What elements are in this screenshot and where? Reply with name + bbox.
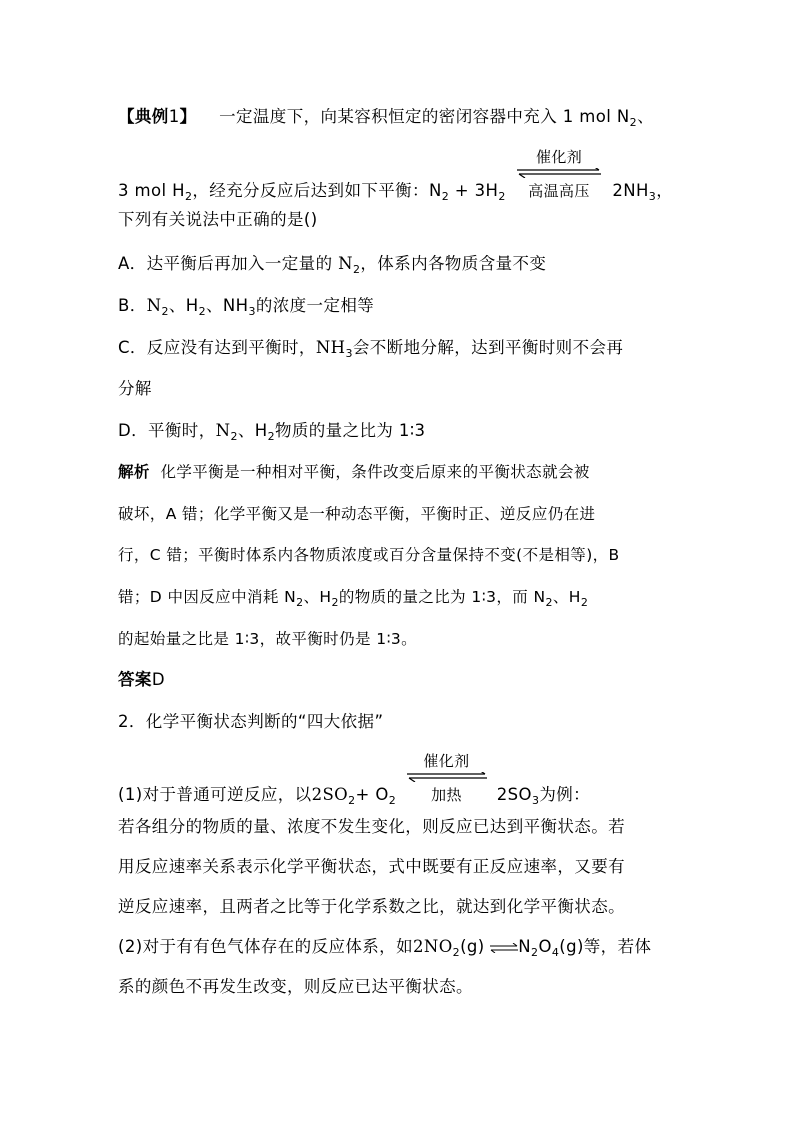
example-qty-n2: 1 mol N: [562, 107, 630, 126]
section-2-para-2: [118, 936, 651, 958]
option-d-rest: 物质的量之比为 1∶3: [274, 421, 426, 440]
answer-value: D: [151, 670, 165, 689]
option-c-rest: 会不断地分解，达到平衡时则不会再: [352, 338, 624, 357]
para-2-text: (2)对于有有色气体存在的反应体系，如: [118, 937, 413, 956]
option-a-text: A．达平衡后再加入一定量的: [118, 254, 333, 273]
subscript: 3: [345, 347, 353, 360]
subscript: 2: [198, 305, 206, 318]
analysis-line-2: 破坏，A 错；化学平衡又是一种动态平衡，平衡时正、逆反应仍在进: [118, 505, 596, 523]
option-b: [118, 295, 374, 317]
formula: 、H: [237, 421, 268, 440]
subscript: 2: [441, 190, 450, 203]
subscript: 2: [545, 596, 553, 609]
example-qty-h2: 3 mol H: [118, 181, 185, 200]
formula: 、H: [168, 296, 199, 315]
analysis-text-1: 化学平衡是一种相对平衡，条件改变后原来的平衡状态就会被: [160, 463, 590, 481]
equilibrium-arrow-icon: [407, 772, 487, 782]
analysis-line-1: [118, 461, 590, 483]
example-label: 【典例: [118, 107, 169, 126]
subscript: 2: [230, 430, 238, 443]
formula: + O: [355, 785, 389, 804]
option-a: [118, 253, 546, 275]
analysis-line-3: 行，C 错；平衡时体系内各物质浓度或百分含量保持不变(不是相等)，B: [118, 546, 620, 564]
subscript: 3: [648, 190, 657, 203]
heat-label: 加热: [431, 786, 462, 804]
analysis-text-4b: 、H: [303, 588, 332, 606]
subscript: 2: [161, 305, 169, 318]
subscript: 3: [531, 794, 540, 807]
formula: 2SO: [496, 785, 532, 804]
formula: O: [538, 937, 552, 956]
product-nh3: 2NH: [612, 181, 649, 200]
option-c-line-2: 分解: [118, 379, 152, 398]
subscript: 2: [348, 794, 356, 807]
section-2-line-3: 用反应速率关系表示化学平衡状态，式中既要有正反应速率，又要有: [118, 857, 625, 876]
formula: 、NH: [206, 296, 249, 315]
condition-label: 高温高压: [528, 182, 590, 200]
formula: N: [146, 296, 162, 315]
analysis-label: 解析: [118, 463, 150, 481]
option-c: [118, 337, 623, 359]
option-b-rest: 的浓度一定相等: [255, 296, 375, 315]
section-2-para-1: [118, 752, 591, 807]
formula: (g): [460, 937, 485, 956]
subscript: 2: [331, 596, 339, 609]
analysis-text-4d: 、H: [552, 588, 581, 606]
para-2-tail: (g)等，若体: [559, 937, 652, 956]
option-b-label: B．: [118, 296, 147, 315]
answer-label: 答案: [118, 670, 152, 689]
subscript: 2: [629, 116, 638, 129]
option-a-rest: ，体系内各物质含量不变: [360, 254, 547, 273]
formula: N: [215, 421, 231, 440]
subscript: 2: [353, 263, 361, 276]
section-2-line-6: 系的颜色不再发生改变，则反应已达平衡状态。: [118, 977, 473, 996]
para-1-tail: 为例：: [539, 785, 591, 804]
example-number: 1: [168, 107, 180, 126]
para-1-text: (1)对于普通可逆反应，以: [118, 785, 312, 804]
formula: N: [518, 937, 532, 956]
subscript: 2: [498, 190, 506, 203]
punct: 、: [637, 107, 654, 126]
equilibrium-arrow-icon: [490, 943, 518, 953]
reversible-arrow-catalyst: [517, 148, 601, 202]
formula: NH: [315, 338, 346, 357]
subscript: 2: [184, 190, 193, 203]
analysis-line-5: 的起始量之比是 1∶3，故平衡时仍是 1∶3。: [118, 630, 418, 648]
option-c-text: C．反应没有达到平衡时，: [118, 338, 316, 357]
analysis-line-4: [118, 586, 588, 608]
catalyst-label: 催化剂: [423, 752, 470, 770]
formula: 2SO: [311, 785, 349, 804]
example-line-1: [118, 106, 654, 128]
section-2-title: 2．化学平衡状态判断的“四大依据”: [118, 712, 384, 731]
formula: 2NO: [412, 937, 453, 956]
example-line-2: [118, 148, 674, 203]
answer-line: [118, 669, 165, 691]
subscript: 2: [267, 430, 275, 443]
subscript: 2: [580, 596, 589, 609]
formula: N: [338, 254, 353, 273]
section-2-line-4: 逆反应速率，且两者之比等于化学系数之比，就达到化学平衡状态。: [118, 897, 625, 916]
example-stem-2: ，经充分反应后达到如下平衡：N: [192, 181, 442, 200]
reactant-h2: + 3H: [449, 181, 499, 200]
example-stem-1: 一定温度下，向某容积恒定的密闭容器中充入: [219, 107, 558, 126]
reversible-arrow-heat: [407, 752, 485, 806]
catalyst-label: 催化剂: [535, 148, 583, 166]
subscript: 2: [452, 946, 461, 959]
analysis-text-4a: 错；D 中因反应中消耗 N: [118, 588, 297, 606]
punct: ，: [656, 181, 674, 200]
subscript-4: 4: [551, 946, 560, 959]
example-label-close: 】: [179, 107, 197, 126]
equilibrium-arrow-icon: [517, 168, 601, 178]
subscript: 2: [531, 946, 539, 959]
example-line-3: 下列有关说法中正确的是(): [118, 210, 318, 229]
option-d: [118, 420, 425, 442]
option-d-text: D．平衡时，: [118, 421, 216, 440]
subscript: 3: [248, 305, 256, 318]
subscript: 2: [388, 794, 397, 807]
section-2-line-2: 若各组分的物质的量、浓度不发生变化，则反应已达到平衡状态。若: [118, 817, 625, 836]
analysis-text-4c: 的物质的量之比为 1∶3，而 N: [338, 588, 546, 606]
subscript: 2: [296, 596, 304, 609]
